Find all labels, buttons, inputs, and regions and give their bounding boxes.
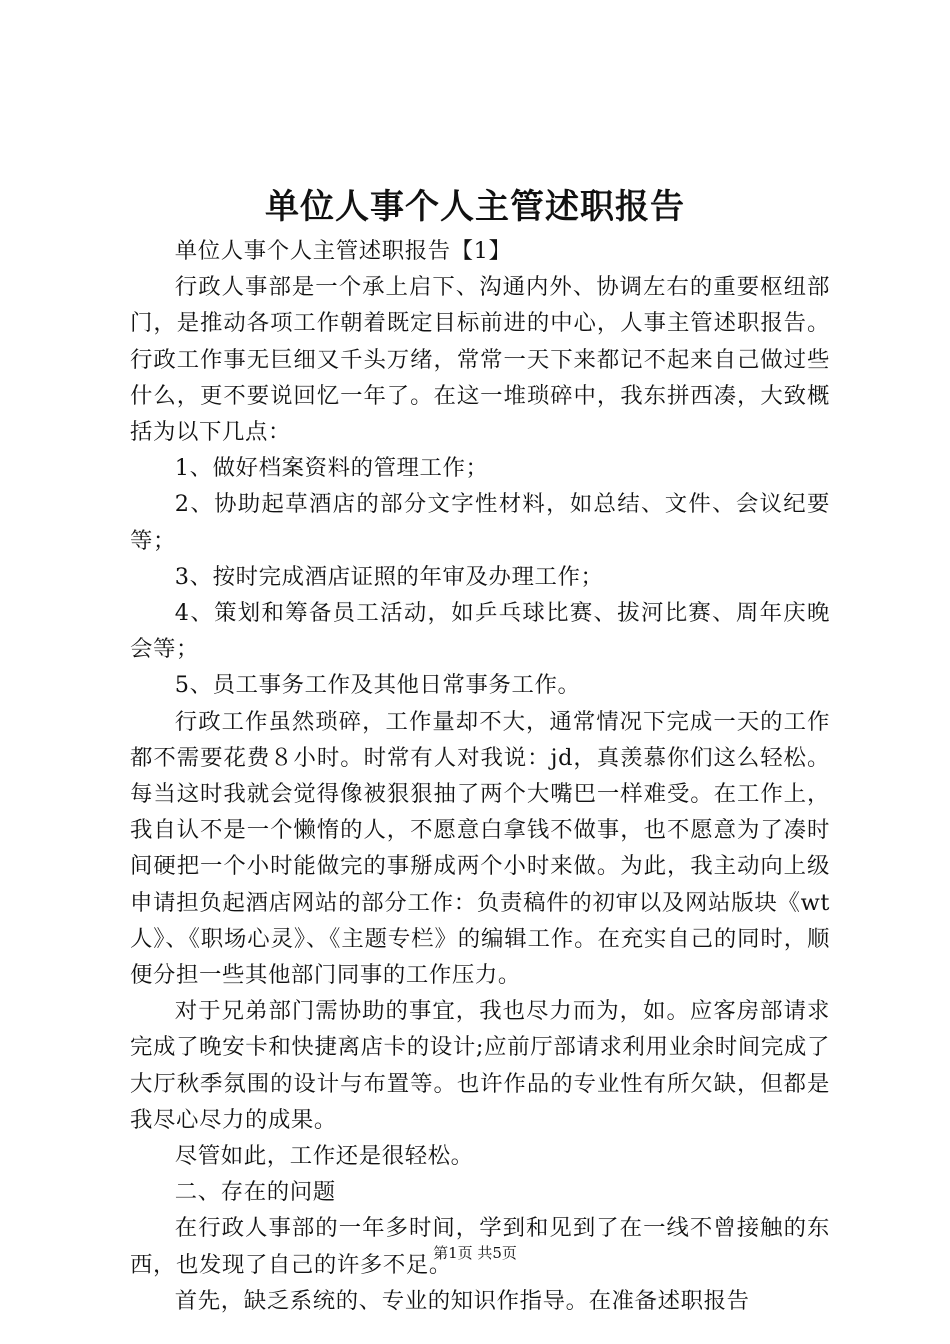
document-title: 单位人事个人主管述职报告 <box>265 187 685 227</box>
section-heading: 二、存在的问题 <box>174 1179 336 1206</box>
paragraph: 尽管如此，工作还是很轻松。 <box>174 1143 474 1170</box>
page-number-footer: 第1页 共5页 <box>433 1244 517 1262</box>
paragraph-subtitle: 单位人事个人主管述职报告【1】 <box>174 238 512 264</box>
list-item: 2、协助起草酒店的部分文字性材料，如总结、文件、会议纪要等； <box>130 491 830 554</box>
paragraph: 在行政人事部的一年多时间，学到和见到了在一线不曾接触的东西，也发现了自己的许多不足。 <box>130 1215 830 1278</box>
paragraph: 行政人事部是一个承上启下、沟通内外、协调左右的重要枢纽部门，是推动各项工作朝着既定目标前进的中心，人事主管述职报告。行政工作事无巨细又千头万绪，常常一天下来都记不起来自己做过些什么，更不要说回忆一年了。在这一堆琐碎中，我东拼西凑，大致概括为以下几点： <box>130 274 830 446</box>
document-body <box>130 233 830 1319</box>
paragraph: 对于兄弟部门需协助的事宜，我也尽力而为，如。应客房部请求完成了晚安卡和快捷离店卡的设计;应前厅部请求利用业余时间完成了大厅秋季氛围的设计与布置等。也许作品的专业性有所欠缺，但都是我尽心尽力的成果。 <box>130 998 830 1133</box>
paragraph: 行政工作虽然琐碎，工作量却不大，通常情况下完成一天的工作都不需要花费８小时。时常有人对我说：jd，真羡慕你们这么轻松。每当这时我就会觉得像被狠狠抽了两个大嘴巴一样难受。在工作上，我自认不是一个懒惰的人，不愿意白拿钱不做事，也不愿意为了凑时间硬把一个小时能做完的事掰成两个小时来做。为此，我主动向上级申请担负起酒店网站的部分工作：负责稿件的初审以及网站版块《wt人》、《职场心灵》、《主题专栏》的编辑工作。在充实自己的同时，顺便分担一些其他部门同事的工作压力。 <box>130 708 830 989</box>
list-item: 1、做好档案资料的管理工作； <box>174 455 489 482</box>
list-item: 3、按时完成酒店证照的年审及办理工作； <box>174 563 604 590</box>
list-item: 5、员工事务工作及其他日常事务工作。 <box>174 672 581 699</box>
list-item: 4、策划和筹备员工活动，如乒乓球比赛、拔河比赛、周年庆晚会等； <box>130 600 830 663</box>
paragraph: 首先，缺乏系统的、专业的知识作指导。在准备述职报告 <box>174 1287 750 1314</box>
